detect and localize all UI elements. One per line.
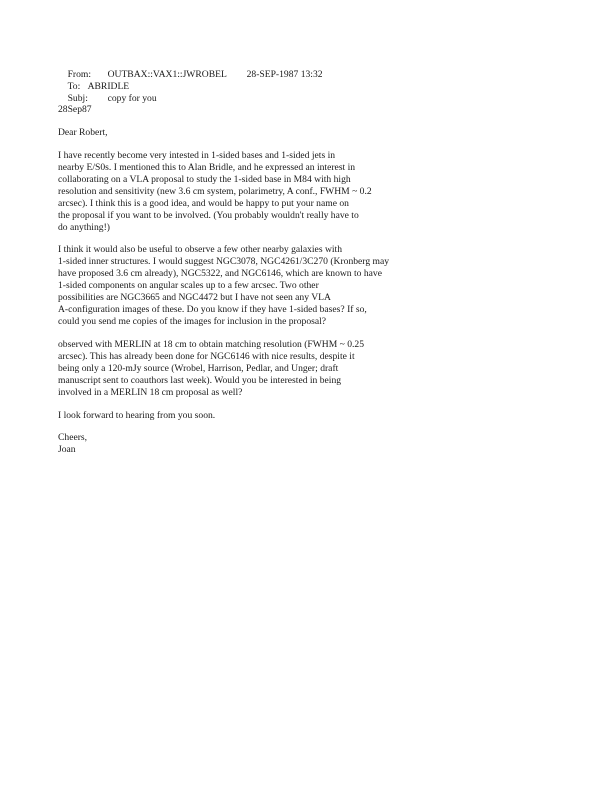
paragraph-3-line: manuscript sent to coauthors last week). Would you be interested in being — [58, 375, 342, 386]
closing-line: I look forward to hearing from you soon. — [58, 410, 216, 421]
paragraph-3-line: arcsec). This has already been done for NGC6146 with nice results, despite it — [58, 351, 355, 362]
paragraph-2-line: have proposed 3.6 cm already), NGC5322, and NGC6146, which are known to have — [58, 268, 382, 279]
paragraph-1-line: collaborating on a VLA proposal to study the 1-sided base in M84 with high — [58, 174, 351, 185]
sent-date: 28-SEP-1987 13:32 — [246, 69, 323, 80]
paragraph-3-line: involved in a MERLIN 18 cm proposal as well? — [58, 387, 243, 398]
paragraph-1-line: nearby E/S0s. I mentioned this to Alan Bridle, and he expressed an interest in — [58, 162, 356, 173]
paragraph-1-line: I have recently become very intested in 1-sided bases and 1-sided jets in — [58, 150, 336, 161]
paragraph-3-line: observed with MERLIN at 18 cm to obtain matching resolution (FWHM ~ 0.25 — [58, 339, 365, 350]
salutation: Dear Robert, — [58, 127, 108, 138]
paragraph-2-line: possibilities are NGC3665 and NGC4472 but I have not seen any VLA — [58, 292, 331, 303]
paragraph-2-line: A-configuration images of these. Do you know if they have 1-sided bases? If so, — [58, 304, 367, 315]
signoff: Cheers, — [58, 432, 88, 443]
paragraph-2-line: 1-sided inner structures. I would suggest NGC3078, NGC4261/3C270 (Kronberg may — [58, 256, 390, 267]
from-value: OUTBAX::VAX1::JWROBEL — [107, 69, 227, 80]
paragraph-2-line: I think it would also be useful to observe a few other nearby galaxies with — [58, 244, 343, 255]
letter-date: 28Sep87 — [58, 104, 92, 115]
subject-value: copy for you — [107, 93, 157, 104]
signature: Joan — [58, 444, 76, 455]
paragraph-1-line: the proposal if you want to be involved. (You probably wouldn't really have to — [58, 210, 359, 221]
paragraph-1-line: do anything!) — [58, 222, 110, 233]
from-label: From: — [67, 69, 92, 80]
paragraph-1-line: resolution and sensitivity (new 3.6 cm system, polarimetry, A conf., FWHM ~ 0.2 — [58, 186, 372, 197]
subject-label: Subj: — [67, 93, 88, 104]
paragraph-2-line: could you send me copies of the images for inclusion in the proposal? — [58, 316, 327, 327]
paragraph-3-line: being only a 120-mJy source (Wrobel, Harrison, Pedlar, and Unger; draft — [58, 363, 339, 374]
to-value: ABRIDLE — [87, 81, 130, 92]
paragraph-2-line: 1-sided components on angular scales up to a few arcsec. Two other — [58, 280, 319, 291]
to-label: To: — [67, 81, 81, 92]
paragraph-1-line: arcsec). I think this is a good idea, and would be happy to put your name on — [58, 198, 349, 209]
